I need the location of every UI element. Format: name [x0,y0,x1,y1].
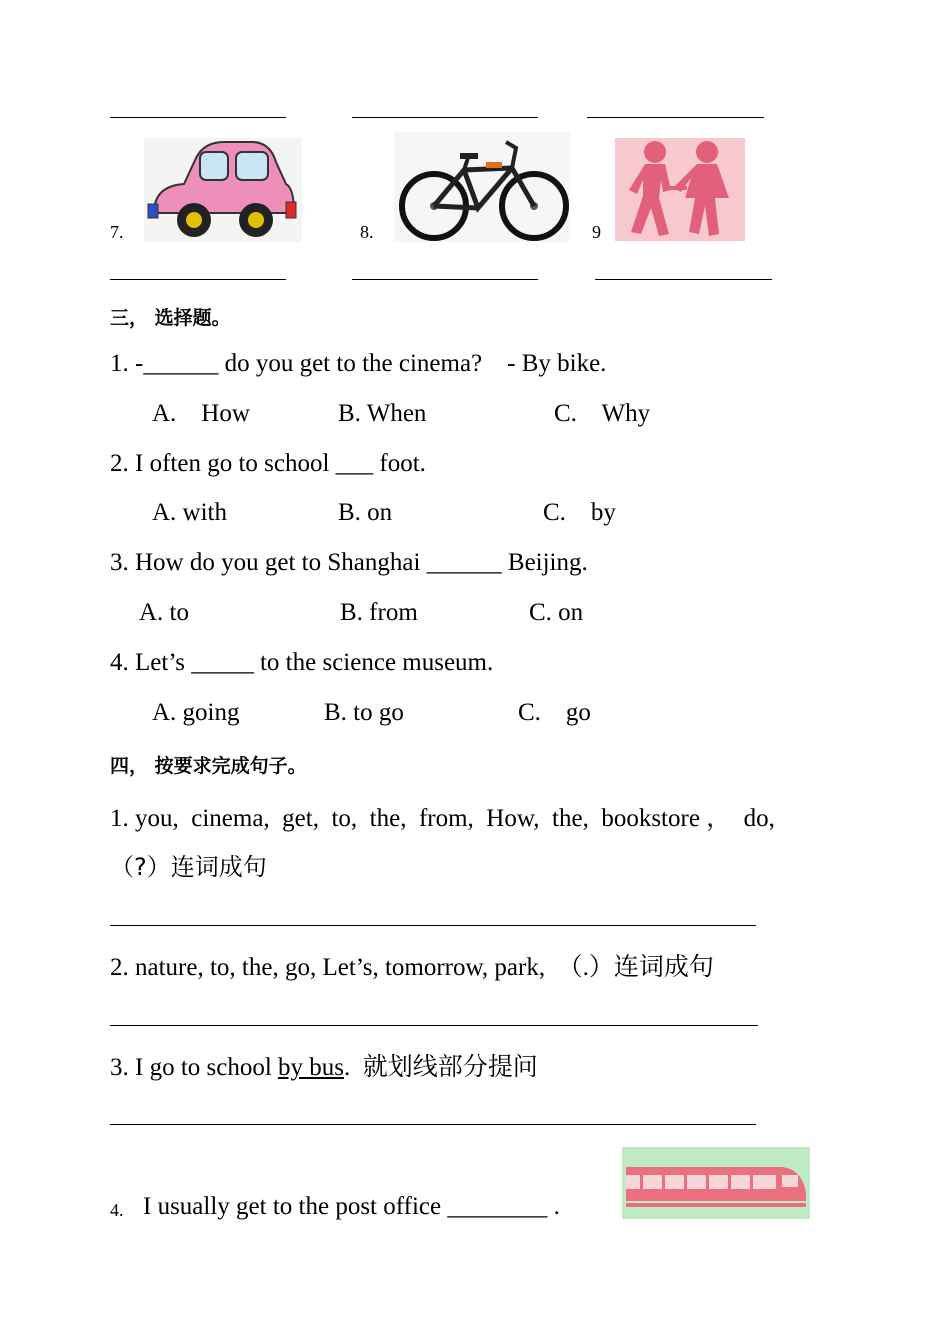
bicycle-icon [394,132,570,242]
question-stem [110,1047,538,1083]
question-stem: 3. How do you get to Shanghai ______ Beijing. [110,549,588,576]
answer-line[interactable] [110,1124,756,1125]
question-stem: 2. I often go to school ___ foot. [110,450,426,477]
answer-line[interactable] [110,117,286,118]
question-stem: 4. Let’s _____ to the science museum. [110,649,494,676]
option-c[interactable]: C. Why [554,400,651,427]
option-a[interactable]: A. going [152,699,240,726]
item-number-8: 8. [360,222,374,242]
option-c[interactable]: C. on [529,599,584,626]
question-number: 4. [110,1200,124,1220]
car-icon [144,138,302,242]
option-a[interactable]: A. How [152,400,250,427]
question-instruction: （?）连词成句 [110,853,267,881]
section-heading: 四， 按要求完成句子。 [110,755,307,777]
answer-line[interactable] [110,1025,758,1026]
option-a[interactable]: A. to [139,599,189,626]
option-c[interactable]: C. by [543,499,616,526]
walking-kids-icon [615,138,745,241]
question-stem: 2. nature, to, the, go, Let’s, tomorrow, park, （.）连词成句 [110,954,714,981]
question-stem: 1. -______ do you get to the cinema? - By bike. [110,350,607,377]
answer-line[interactable] [352,117,538,118]
option-b[interactable]: B. from [340,599,418,626]
question-stem: 1. you, cinema, get, to, the, from, How, the, bookstore ， do, [110,805,775,832]
underlined-phrase: by bus [278,1054,345,1081]
option-b[interactable]: B. on [338,499,393,526]
question-text: 3. I go to school [110,1054,279,1081]
item-number-7: 7. [110,222,124,242]
option-b[interactable]: B. When [338,400,427,427]
option-c[interactable]: C. go [518,699,591,726]
answer-line[interactable] [110,925,756,926]
answer-line[interactable] [595,279,772,280]
answer-line[interactable] [352,279,538,280]
question-text: . 就划线部分提问 [344,1054,538,1081]
option-a[interactable]: A. with [152,499,227,526]
train-icon [622,1147,810,1219]
section-heading: 三， 选择题。 [110,307,231,329]
question-stem: I usually get to the post office ________ . [143,1193,560,1220]
item-number-9: 9 [592,222,601,242]
answer-line[interactable] [587,117,764,118]
option-b[interactable]: B. to go [324,699,404,726]
answer-line[interactable] [110,279,286,280]
